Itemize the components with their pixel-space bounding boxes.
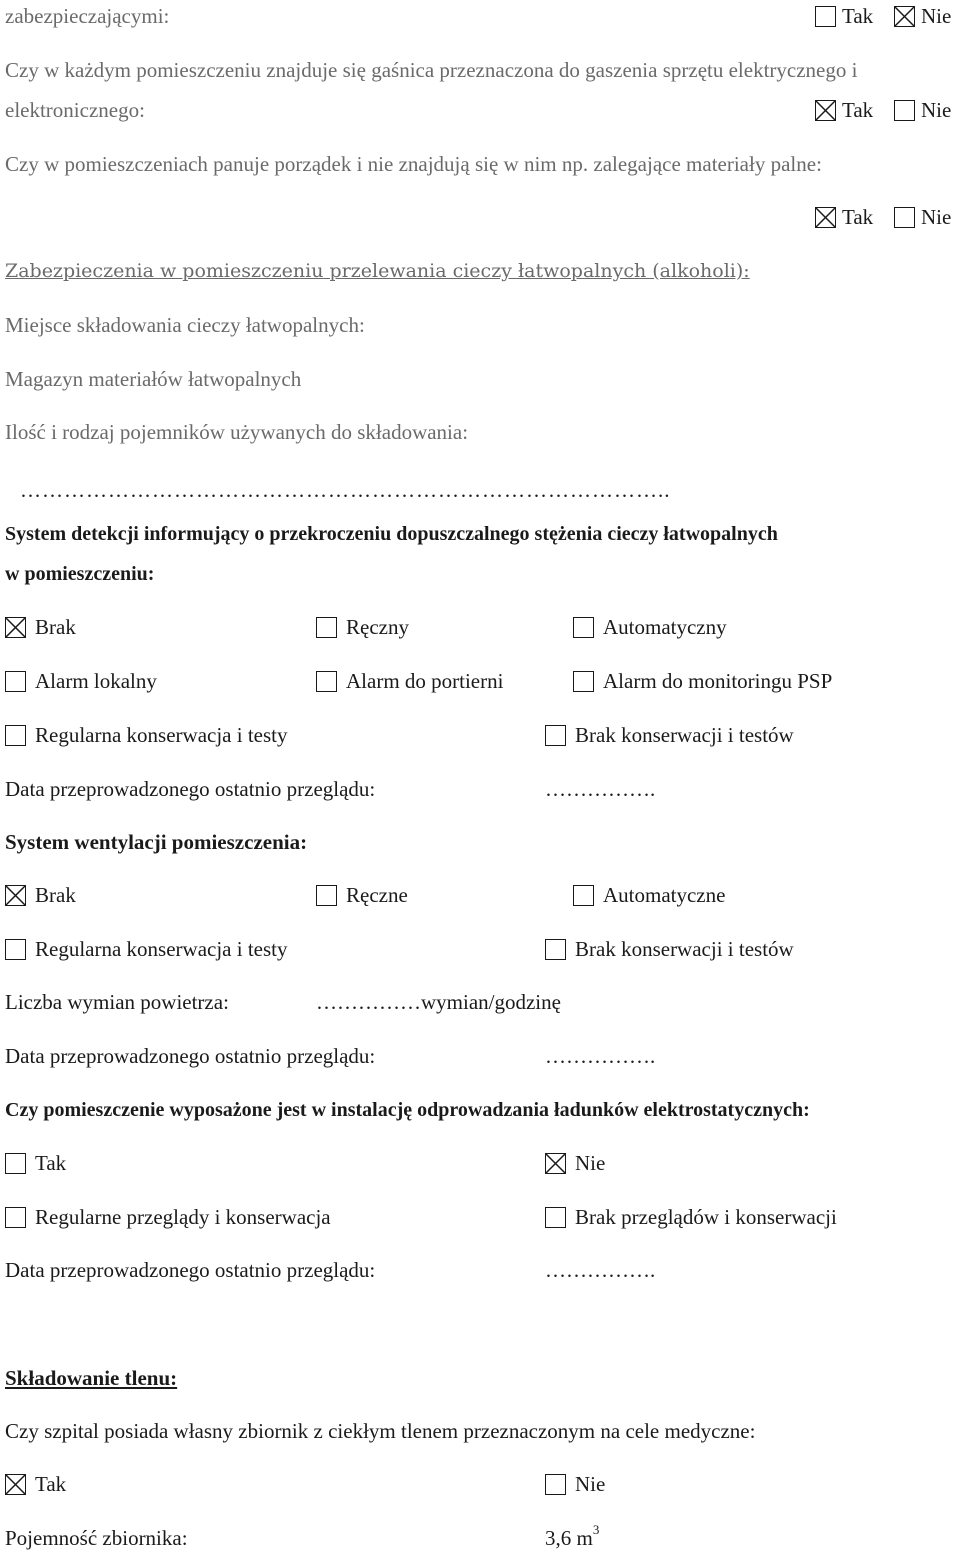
option-label: Ręczne bbox=[346, 883, 408, 907]
static-option-regular-inspections[interactable] bbox=[5, 1205, 331, 1229]
capacity-number: 3,6 m bbox=[545, 1526, 593, 1550]
detection-option-regular-maintenance[interactable] bbox=[5, 723, 288, 747]
check-cross-icon bbox=[815, 207, 836, 228]
r2-tak-label: Tak bbox=[842, 98, 874, 122]
option-label: Nie bbox=[575, 1472, 606, 1496]
checkbox[interactable] bbox=[573, 671, 594, 692]
checkbox[interactable] bbox=[316, 671, 337, 692]
detection-date-label: Data przeprowadzonego ostatnio przeglądu: bbox=[5, 777, 376, 801]
r3-nie-option[interactable] bbox=[894, 205, 951, 229]
check-cross-icon bbox=[5, 885, 26, 906]
option-label: Brak konserwacji i testów bbox=[575, 937, 794, 961]
storage-value: Magazyn materiałów łatwopalnych bbox=[5, 367, 302, 391]
static-heading bbox=[5, 1098, 810, 1122]
detection-option-alarm-lokalny[interactable] bbox=[5, 669, 157, 693]
checkbox[interactable] bbox=[5, 617, 26, 638]
question-order: Czy w pomieszczeniach panuje porządek i nie znajdują się w nim np. zalegające materiały palne: bbox=[5, 152, 822, 176]
detection-option-reczny[interactable] bbox=[316, 615, 409, 639]
check-cross-icon bbox=[545, 1153, 566, 1174]
check-cross-icon bbox=[815, 100, 836, 121]
vent-heading bbox=[5, 830, 307, 854]
r2-tak-option[interactable] bbox=[815, 98, 873, 122]
option-label: Regularne przeglądy i konserwacja bbox=[35, 1205, 331, 1229]
checkbox[interactable] bbox=[815, 100, 836, 121]
containers-label: Ilość i rodzaj pojemników używanych do składowania: bbox=[5, 420, 469, 444]
detection-option-automatyczny[interactable] bbox=[573, 615, 727, 639]
checkbox[interactable] bbox=[316, 617, 337, 638]
static-date-value[interactable]: ……………. bbox=[545, 1258, 656, 1282]
oxygen-option-tak[interactable] bbox=[5, 1472, 66, 1496]
air-exchange-unit: wymian/godzinę bbox=[421, 990, 561, 1014]
check-cross-icon bbox=[894, 6, 915, 27]
r1-nie-label: Nie bbox=[921, 4, 952, 28]
vent-option-reczne[interactable] bbox=[316, 883, 408, 907]
check-cross-icon bbox=[5, 617, 26, 638]
checkbox[interactable] bbox=[545, 1153, 566, 1174]
checkbox[interactable] bbox=[894, 207, 915, 228]
containers-value[interactable]: …………………………………………………………………………….. bbox=[20, 478, 671, 502]
capacity-exponent: 3 bbox=[592, 1522, 600, 1537]
capacity-label: Pojemność zbiornika: bbox=[5, 1526, 188, 1550]
checkbox[interactable] bbox=[5, 1474, 26, 1495]
question-extinguisher-line2: elektronicznego: bbox=[5, 98, 145, 122]
vent-option-regular-maintenance[interactable] bbox=[5, 937, 288, 961]
vent-date-value[interactable]: ……………. bbox=[545, 1044, 656, 1068]
option-label: Tak bbox=[35, 1472, 67, 1496]
static-option-tak[interactable] bbox=[5, 1151, 66, 1175]
oxygen-option-nie[interactable] bbox=[545, 1472, 605, 1496]
detection-date-value[interactable]: ……………. bbox=[545, 777, 656, 801]
option-label: Alarm do monitoringu PSP bbox=[603, 669, 833, 693]
checkbox[interactable] bbox=[815, 207, 836, 228]
detection-heading-line1: System detekcji informujący o przekroczeniu dopuszczalnego stężenia cieczy łatwopalnych bbox=[5, 523, 778, 545]
question-extinguisher-line1: Czy w każdym pomieszczeniu znajduje się gaśnica przeznaczona do gaszenia sprzętu elektrycznego i bbox=[5, 58, 858, 82]
checkbox[interactable] bbox=[316, 885, 337, 906]
r2-nie-label: Nie bbox=[921, 98, 952, 122]
static-heading-text: Czy pomieszczenie wyposażone jest w instalację odprowadzania ładunków elektrostatycznych: bbox=[5, 1099, 810, 1121]
checkbox[interactable] bbox=[573, 885, 594, 906]
vent-date-label: Data przeprowadzonego ostatnio przeglądu: bbox=[5, 1044, 376, 1068]
option-label: Brak bbox=[35, 883, 76, 907]
flammable-heading: Zabezpieczenia w pomieszczeniu przelewania cieczy łatwopalnych (alkoholi): bbox=[5, 260, 750, 282]
r1-tak-label: Tak bbox=[842, 4, 874, 28]
checkbox[interactable] bbox=[545, 1207, 566, 1228]
storage-label: Miejsce składowania cieczy łatwopalnych: bbox=[5, 313, 365, 337]
check-cross-icon bbox=[5, 1474, 26, 1495]
r3-nie-label: Nie bbox=[921, 205, 952, 229]
option-label: Brak bbox=[35, 615, 76, 639]
checkbox[interactable] bbox=[5, 671, 26, 692]
oxygen-question: Czy szpital posiada własny zbiornik z ciekłym tlenem przeznaczonym na cele medyczne: bbox=[5, 1419, 756, 1443]
oxygen-heading: Składowanie tlenu: bbox=[5, 1366, 178, 1390]
checkbox[interactable] bbox=[894, 100, 915, 121]
question-fire-protection-tail: zabezpieczającymi: bbox=[5, 4, 170, 28]
checkbox[interactable] bbox=[5, 939, 26, 960]
option-label: Regularna konserwacja i testy bbox=[35, 937, 288, 961]
checkbox[interactable] bbox=[545, 939, 566, 960]
r1-nie-option[interactable] bbox=[894, 4, 951, 28]
air-exchange-label: Liczba wymian powietrza: bbox=[5, 990, 229, 1014]
detection-heading-line2: w pomieszczeniu: bbox=[5, 563, 155, 585]
r2-nie-option[interactable] bbox=[894, 98, 951, 122]
capacity-value bbox=[545, 1522, 600, 1550]
checkbox[interactable] bbox=[5, 885, 26, 906]
option-label: Brak przeglądów i konserwacji bbox=[575, 1205, 837, 1229]
r3-tak-label: Tak bbox=[842, 205, 874, 229]
option-label: Nie bbox=[575, 1151, 606, 1175]
option-label: Alarm do portierni bbox=[346, 669, 504, 693]
detection-option-brak[interactable] bbox=[5, 615, 76, 639]
air-exchange-value[interactable] bbox=[316, 990, 561, 1014]
vent-option-automatyczne[interactable] bbox=[573, 883, 725, 907]
vent-option-brak[interactable] bbox=[5, 883, 76, 907]
option-label: Regularna konserwacja i testy bbox=[35, 723, 288, 747]
option-label: Automatyczne bbox=[603, 883, 726, 907]
static-date-label: Data przeprowadzonego ostatnio przeglądu: bbox=[5, 1258, 376, 1282]
checkbox[interactable] bbox=[573, 617, 594, 638]
vent-option-no-maintenance[interactable] bbox=[545, 937, 794, 961]
checkbox[interactable] bbox=[894, 6, 915, 27]
static-option-no-inspections[interactable] bbox=[545, 1205, 837, 1229]
r3-tak-option[interactable] bbox=[815, 205, 873, 229]
checkbox[interactable] bbox=[815, 6, 836, 27]
option-label: Tak bbox=[35, 1151, 67, 1175]
checkbox[interactable] bbox=[545, 1474, 566, 1495]
option-label: Automatyczny bbox=[603, 615, 727, 639]
option-label: Ręczny bbox=[346, 615, 409, 639]
checkbox[interactable] bbox=[5, 725, 26, 746]
checkbox[interactable] bbox=[5, 1153, 26, 1174]
option-label: Brak konserwacji i testów bbox=[575, 723, 794, 747]
option-label: Alarm lokalny bbox=[35, 669, 157, 693]
detection-option-alarm-psp[interactable] bbox=[573, 669, 832, 693]
air-exchange-dots: …………… bbox=[316, 990, 421, 1014]
checkbox[interactable] bbox=[5, 1207, 26, 1228]
vent-heading-text: System wentylacji pomieszczenia: bbox=[5, 830, 308, 854]
static-option-nie[interactable] bbox=[545, 1151, 605, 1175]
r1-tak-option[interactable] bbox=[815, 4, 873, 28]
detection-option-no-maintenance[interactable] bbox=[545, 723, 794, 747]
detection-option-alarm-portiernia[interactable] bbox=[316, 669, 503, 693]
checkbox[interactable] bbox=[545, 725, 566, 746]
